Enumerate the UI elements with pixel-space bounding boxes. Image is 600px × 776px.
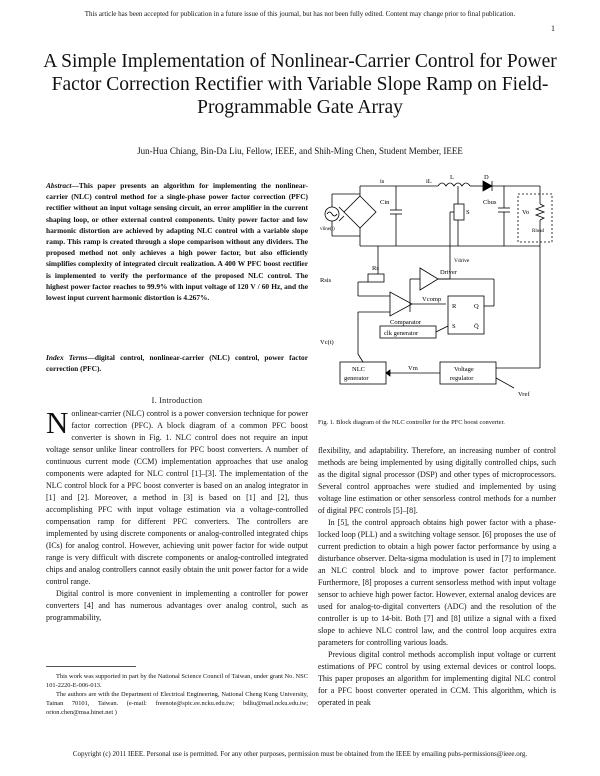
label-vline: vline(t) [320, 227, 335, 232]
acceptance-notice: This article has been accepted for publication in a future issue of this journal, but has not been fully edited. Content may change prior to final publication. [84, 10, 516, 18]
label-voltage: Voltage [454, 366, 474, 373]
label-vc: Vc(t) [320, 339, 334, 346]
sense-resistor-symbol [368, 274, 384, 282]
label-vcomp: Vcomp [422, 296, 442, 303]
label-vm: Vm [408, 365, 418, 372]
bridge-rectifier-symbol [344, 196, 376, 228]
index-terms-text: —digital control, nonlinear-carrier (NLC) control, power factor correction (PFC). [46, 353, 308, 374]
label-rsis: Rsis [320, 277, 332, 284]
label-vref: Vref [518, 391, 530, 398]
abstract-label: Abstract [46, 181, 72, 190]
driver-block [420, 268, 438, 290]
label-qbar: Q̄ [474, 323, 479, 330]
label-s: S [466, 209, 470, 216]
label-q: Q [474, 303, 479, 310]
diode-symbol [483, 181, 492, 191]
label-l: L [450, 174, 454, 181]
introduction-body [46, 405, 308, 624]
label-rs: Rs [372, 265, 379, 272]
intro-paragraph-1-text: onlinear-carrier (NLC) control is a power conversion technique for power factor correction (PFC). A block diagram of a common PFC boost converter is shown in Fig. 1. NLC control does not require an input voltage sensor unlike linear controllers for PFC boost converters. A number of continuous current mode (CCM) implementation approaches that use analog components were adapted for NLC control [1]–[3]. The implementation of the NLC control block for a PFC boost converter is based on an analog integrator in [1] and [2]. Moreover, a method in [3] is based on [1] and [2], thus accomplishing PFC with input voltage estimation via a voltage-controlled compensation ramp for different PFC converters. The controllers are implemented by using discrete components or analog-controlled integrated chips (ICs) for analog control. However, achieving unit power factor for wide output range is very difficult with discrete components or analog-controlled integrated chips and analog controllers cannot easily obtain the unit power factor for a wide control range. [46, 409, 308, 586]
load-resistor-symbol [536, 204, 544, 220]
intro-paragraph-1 [46, 405, 308, 588]
index-terms-label: Index Terms [46, 353, 88, 362]
right-paragraph-2: In [5], the control approach obtains high power factor with a phase-locked loop (PLL) and a switching voltage sensor. [6] proposes the use of current prediction to obtain a high power factor performance by using a disturbance observer. Delta-sigma modulation is used in [7] to implement an NLC control block and to improve power factor performance. Furthermore, [8] proposes a current sensorless method with input voltage sensor to achieve high power factor. However, external analog devices are used for analog-to-digital converters (ADC) and the resolution of the controller is up to 14-bit. Both [7] and [8] utilize a signal with a fixed slope to achieve NLC control law, and the control loop acquires extra parameters for controlling various loads. [318, 518, 556, 647]
label-cbus: Cbus [483, 199, 497, 206]
label-rload: Rload [532, 229, 544, 234]
label-s-latch: S [452, 323, 456, 330]
footnote-rule [46, 666, 136, 667]
label-is: is [380, 178, 385, 185]
footnotes [46, 672, 308, 717]
label-r: R [452, 303, 457, 310]
label-vo: Vo [522, 209, 530, 216]
footnote-funding: This work was supported in part by the National Science Council of Taiwan, under grant No. NSC 101-2220-E-006-013. [46, 673, 308, 689]
right-paragraph-1: flexibility, and adaptability. Therefore, an increasing number of control methods are being implemented by using digitally controlled chips, such as the digital signal processor (DSP) and other types of microprocessors. Several control approaches were studied and implemented by using voltage line estimation or other sensorless control methods for a number of digital PFC controls [5]–[8]. [318, 446, 556, 515]
label-clk-generator: clk generator [384, 330, 419, 337]
label-nlc: NLC [352, 366, 365, 373]
switch-symbol [454, 204, 464, 220]
label-comparator: Comparator [390, 319, 422, 326]
paper-title: A Simple Implementation of Nonlinear-Carrier Control for Power Factor Correction Rectifier with Variable Slope Ramp on Field-Programmable Gate Array [43, 51, 557, 118]
figure-1-caption: Fig. 1. Block diagram of the NLC controller for the PFC boost converter. [318, 419, 505, 426]
label-il: iL [426, 178, 432, 185]
right-paragraph-3: Previous digital control methods accomplish input voltage or current estimations of PFC control by using external devices or control loops. This paper proposes an algorithm for implementing digital NLC control for a PFC boost converter operated in CCM. This algorithm, which is operated in peak [318, 650, 556, 707]
intro-paragraph-2: Digital control is more convenient in implementing a controller for power converters [4] and has numerous advantages over analog control, such as programmability, [46, 589, 308, 622]
label-generator: generator [344, 375, 369, 382]
comparator-symbol [390, 292, 412, 316]
index-terms [46, 352, 308, 374]
label-cin: Cin [380, 199, 390, 206]
footnote-affiliation: The authors are with the Department of Electrical Engineering, National Cheng Kung University, Tainan 70101, Taiwan. (e-mail: freenote@spic.ee.ncku.edu.tw; bdliu@mail.ncku.edu.tw; orion.chen@msa.hinet.net ) [46, 691, 308, 716]
label-d: D [484, 174, 489, 181]
inductor-symbol [438, 183, 470, 186]
label-driver: Driver [440, 269, 457, 276]
label-regulator: regulator [450, 375, 474, 382]
abstract [46, 180, 308, 303]
drop-cap: N [46, 405, 69, 440]
label-vdrive: Vdrive [454, 258, 470, 264]
figure-1-block-diagram [318, 174, 556, 412]
section-heading-introduction: I. Introduction [151, 396, 203, 405]
right-column-body [318, 445, 556, 709]
page-number: 1 [551, 24, 555, 33]
abstract-text: —This paper presents an algorithm for implementing the nonlinear-carrier (NLC) control method for a single-phase power factor correction (PFC) rectifier without an input voltage sensing circuit, an error amplifier in the current shaping loop, or other external control components. Unity power factor and low harmonic distortion are achieved by adapting NLC control with a variable slope ramp. This ramp is created through a slope comparison without any dividers. The proposed method not only achieves a high power factor, but also efficiently simplifies complexity of integrated circuit realization. A 400 W PFC boost rectifier is implemented to verify the performance of the proposed NLC control. The highest power factor reaches to 99.9% with input voltage of 120 V / 60 Hz, and the lowest input current harmonic distortion is 4.267%. [46, 181, 308, 303]
copyright-notice: Copyright (c) 2011 IEEE. Personal use is permitted. For any other purposes, permission must be obtained from the IEEE by emailing pubs-permissions@ieee.org. [72, 750, 528, 758]
author-line: Jun-Hua Chiang, Bin-Da Liu, Fellow, IEEE, and Shih-Ming Chen, Student Member, IEEE [137, 146, 463, 156]
